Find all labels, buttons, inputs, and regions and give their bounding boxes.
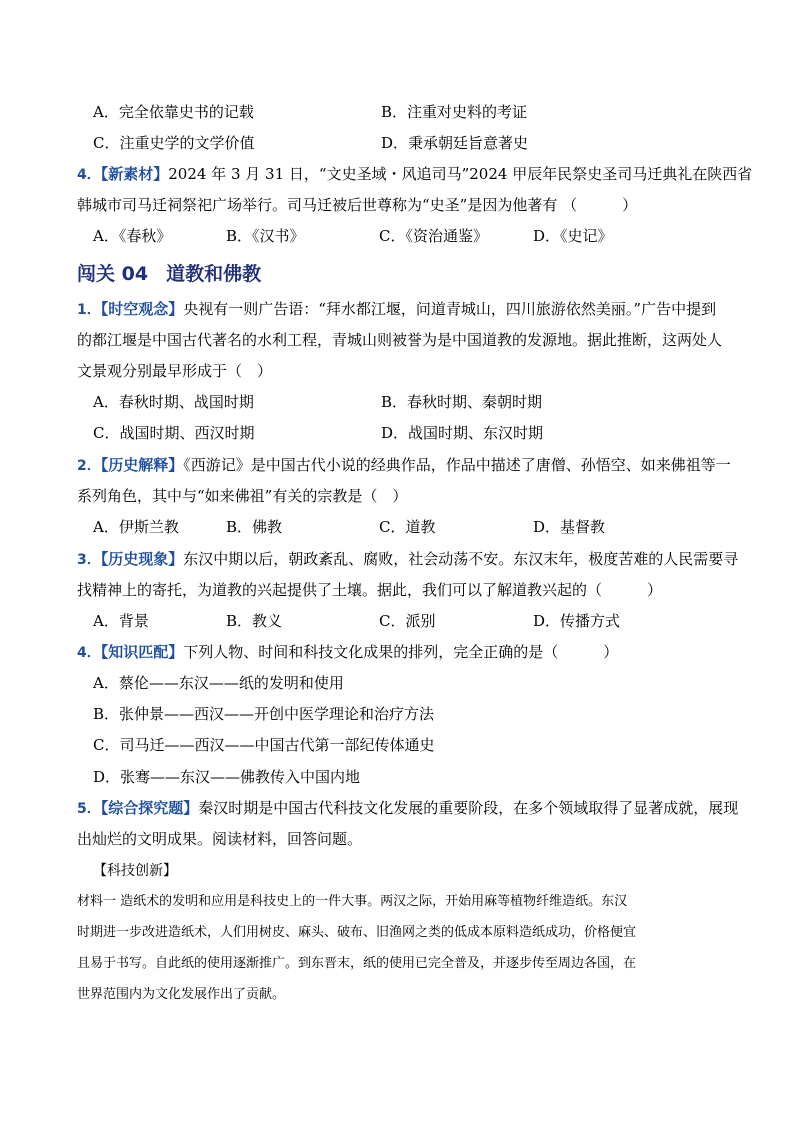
option-a[interactable]: A．完全依靠史书的记载 [93, 103, 254, 121]
question-tag: 【历史解释】 [100, 456, 184, 474]
question-number: 4． [77, 167, 101, 183]
option-b[interactable]: B．《汉书》 [226, 227, 305, 245]
question-number: 1． [77, 302, 101, 318]
material-text-line: 材料一 造纸术的发明和应用是科技史上的一件大事。两汉之际，开始用麻等植物纤维造纸。东汉 [77, 894, 628, 909]
question-4-stem [77, 642, 618, 663]
question-text: 央视有一则广告语：“拜水都江堰，问道青城山，四川旅游依然美丽。”广告中提到 [183, 300, 717, 318]
question-tag: 【历史现象】 [100, 550, 184, 568]
question-1-stem [77, 299, 716, 320]
option-c[interactable]: C．战国时期、西汉时期 [93, 424, 255, 442]
option-a[interactable]: A．《春秋》 [93, 227, 172, 245]
question-text-line: 找精神上的寄托，为道教的兴起提供了土壤。据此，我们可以了解道教兴起的（ ） [77, 581, 663, 599]
question-text: 《西游记》是中国古代小说的经典作品，作品中描述了唐僧、孙悟空、如来佛祖等一 [183, 456, 731, 474]
option-d[interactable]: D．张骞——东汉——佛教传入中国内地 [93, 768, 361, 786]
option-c[interactable]: C．司马迁——西汉——中国古代第一部纪传体通史 [93, 736, 435, 754]
option-c[interactable]: C．派别 [379, 612, 436, 630]
option-d[interactable]: D．基督教 [533, 518, 606, 536]
question-text-line: 的都江堰是中国古代著名的水利工程，青城山则被誉为是中国道教的发源地。据此推断，这两处人 [77, 331, 723, 349]
question-text-line: 文景观分别最早形成于（ ） [77, 362, 273, 380]
question-tag: 【综合探究题】 [100, 799, 199, 817]
question-5-stem [77, 798, 738, 819]
question-tag: 【时空观念】 [100, 300, 184, 318]
section-label: 闯关 04 [77, 263, 149, 285]
option-c[interactable]: C．《资治通鉴》 [379, 227, 488, 245]
question-number: 2． [77, 458, 101, 474]
option-c[interactable]: C．道教 [379, 518, 436, 536]
question-4-stem [77, 164, 752, 185]
question-tag: 【知识匹配】 [100, 643, 184, 661]
question-2-stem [77, 455, 731, 476]
material-text-line: 且易于书写。自此纸的使用逐渐推广。到东晋末，纸的使用已完全普及，并逐步传至周边各国，在 [77, 956, 637, 971]
option-b[interactable]: B．注重对史料的考证 [381, 103, 528, 121]
option-a[interactable]: A．伊斯兰教 [93, 518, 179, 536]
question-number: 5． [77, 801, 101, 817]
section-title: 道教和佛教 [166, 263, 262, 285]
question-tag: 【新素材】 [100, 165, 169, 183]
option-d[interactable]: D．《史记》 [533, 227, 613, 245]
option-d[interactable]: D．传播方式 [533, 612, 621, 630]
option-b[interactable]: B．张仲景——西汉——开创中医学理论和治疗方法 [93, 705, 435, 723]
option-a[interactable]: A．春秋时期、战国时期 [93, 393, 254, 411]
option-d[interactable]: D．战国时期、东汉时期 [381, 424, 544, 442]
question-number: 3． [77, 552, 101, 568]
option-a[interactable]: A．蔡伦——东汉——纸的发明和使用 [93, 674, 344, 692]
question-text-line: 系列角色，其中与“如来佛祖”有关的宗教是（ ） [77, 487, 408, 505]
question-text-line: 韩城市司马迁祠祭祀广场举行。司马迁被后世尊称为“史圣”是因为他著有 （ ） [77, 196, 638, 214]
option-b[interactable]: B．佛教 [226, 518, 283, 536]
question-number: 4． [77, 645, 101, 661]
question-text: 2024 年 3 月 31 日，“文史圣域・风追司马”2024 甲辰年民祭史圣司马迁典礼在陕西省 [168, 165, 753, 183]
option-b[interactable]: B．教义 [226, 612, 283, 630]
material-text-line: 时期进一步改进造纸术，人们用树皮、麻头、破布、旧渔网之类的低成本原料造纸成功，价格便宜 [77, 925, 637, 940]
option-a[interactable]: A．背景 [93, 612, 149, 630]
question-text: 秦汉时期是中国古代科技文化发展的重要阶段，在多个领域取得了显著成就，展现 [198, 799, 739, 817]
material-text-line: 世界范围内为文化发展作出了贡献。 [77, 987, 286, 1002]
material-subheading: 【科技创新】 [93, 863, 177, 879]
question-text: 东汉中期以后，朝政紊乱、腐败，社会动荡不安。东汉末年，极度苦难的人民需要寻 [183, 550, 739, 568]
section-heading [77, 261, 261, 287]
option-c[interactable]: C．注重史学的文学价值 [93, 134, 255, 152]
option-d[interactable]: D．秉承朝廷旨意著史 [381, 134, 529, 152]
question-text: 下列人物、时间和科技文化成果的排列，完全正确的是（ ） [183, 643, 619, 661]
question-3-stem [77, 549, 738, 570]
question-text-line: 出灿烂的文明成果。阅读材料，回答问题。 [77, 830, 363, 848]
option-b[interactable]: B．春秋时期、秦朝时期 [381, 393, 543, 411]
